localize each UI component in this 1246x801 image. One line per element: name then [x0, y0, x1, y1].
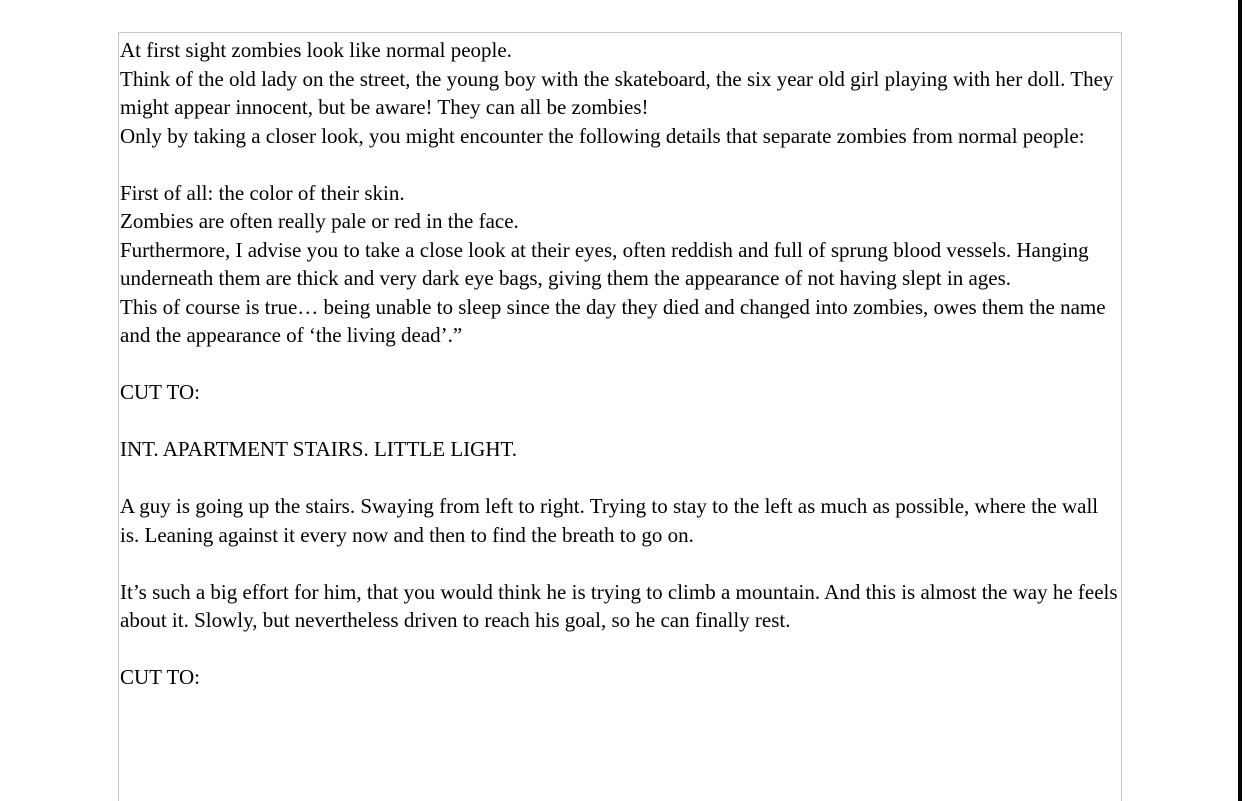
- paragraph-7: This of course is true… being unable to sleep since the day they died and changed into zombies, owes them the name and the appearance of ‘the living dead’.”: [120, 294, 1106, 347]
- document-text-body[interactable]: [120, 36, 1120, 692]
- blank-line: [120, 150, 1120, 179]
- transition-cut-to: CUT TO:: [120, 380, 200, 404]
- paragraph-3: Only by taking a closer look, you might encounter the following details that separate zombies from normal people:: [120, 123, 1085, 148]
- paragraph-1: At first sight zombies look like normal people.: [120, 38, 512, 62]
- blank-line: [120, 549, 1120, 578]
- document-page[interactable]: [118, 32, 1122, 801]
- scene-heading: INT. APARTMENT STAIRS. LITTLE LIGHT.: [120, 437, 518, 461]
- action-paragraph-1: A guy is going up the stairs. Swaying from left to right. Trying to stay to the left as much as possible, where the wall is. Leaning against it every now and then to find the breath to go on.: [120, 494, 1099, 547]
- paragraph-2: Think of the old lady on the street, the young boy with the skateboard, the six year old girl playing with her doll. They might appear innocent, but be aware! They can all be zombies!: [120, 66, 1114, 119]
- blank-line: [120, 350, 1120, 379]
- window-edge-divider: [1238, 0, 1242, 801]
- transition-cut-to: CUT TO:: [120, 665, 200, 689]
- paragraph-5: Zombies are often really pale or red in the face.: [120, 209, 519, 233]
- blank-line: [120, 635, 1120, 664]
- blank-line: [120, 407, 1120, 436]
- paragraph-4: First of all: the color of their skin.: [120, 180, 405, 205]
- paragraph-6: Furthermore, I advise you to take a close look at their eyes, often reddish and full of sprung blood vessels. Hanging underneath them are thick and very dark eye bags, giving them the appearance of not having slept in ages.: [120, 237, 1089, 290]
- blank-line: [120, 464, 1120, 493]
- action-paragraph-2: It’s such a big effort for him, that you would think he is trying to climb a mountain. And this is almost the way he feels about it. Slowly, but nevertheless driven to reach his goal, so he can finally rest.: [120, 579, 1118, 632]
